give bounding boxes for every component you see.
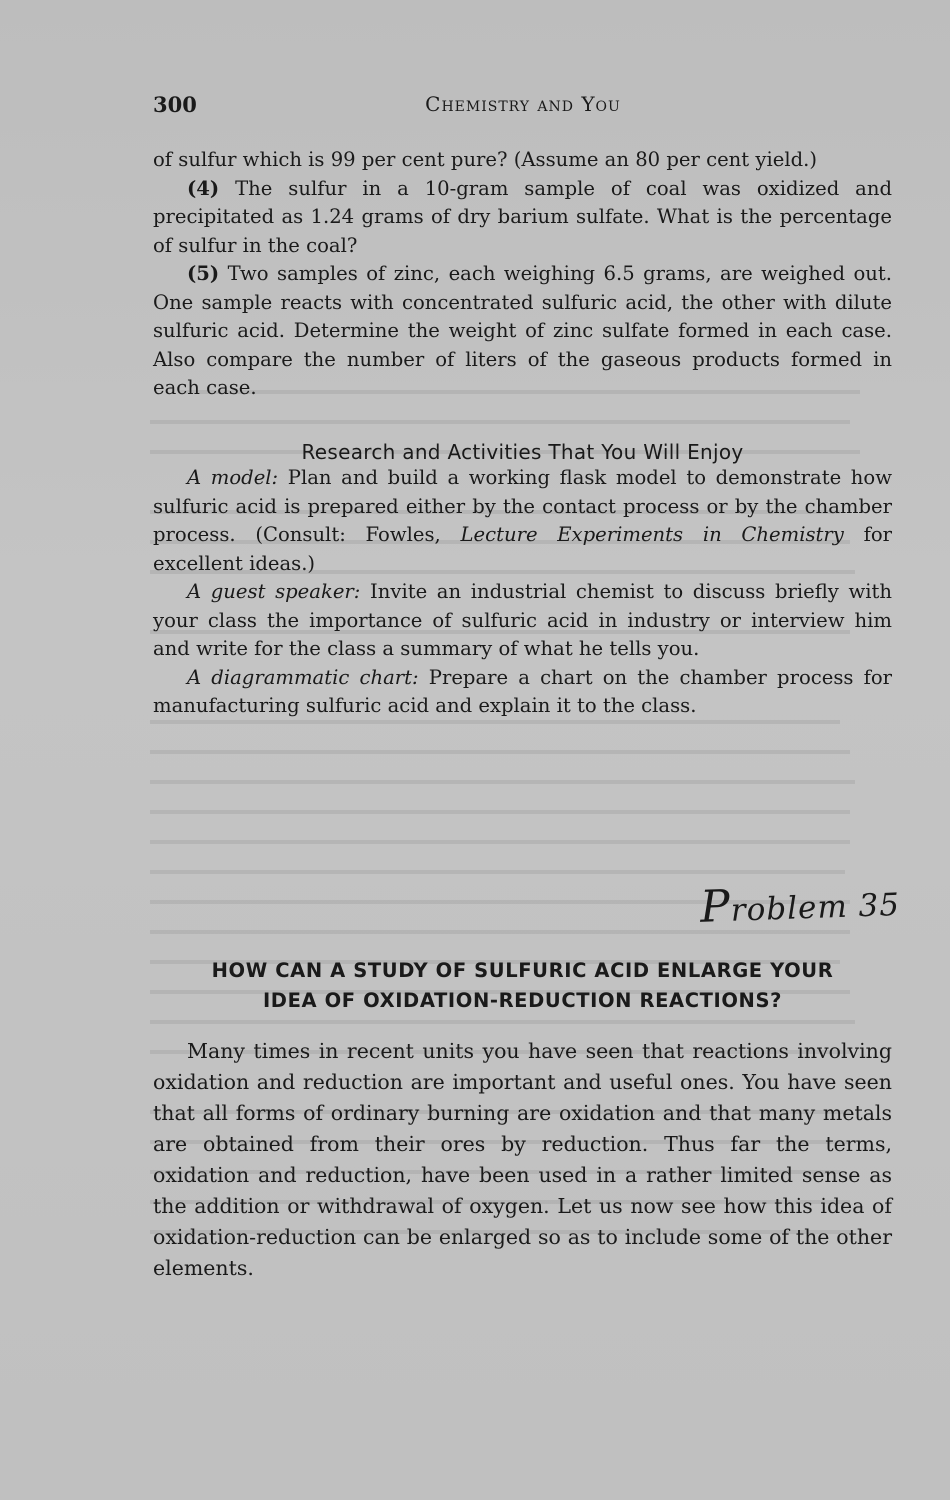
problems-continued — [153, 146, 892, 403]
problem-35-title — [153, 956, 892, 1016]
problem-4-number: (4) — [187, 176, 220, 200]
problem-35-paragraph: Many times in recent units you have seen that reactions involving oxidation and reduction are important and useful ones. You have seen that all forms of ordinary burning are oxidation and that many metals are obtained from their ores by reduction. Thus far the terms, oxidation and reduction, have been used in a rather limited sense as the addition or withdrawal of oxygen. Let us now see how this idea of oxidation-reduction can be enlarged so as to include some of the other elements. — [153, 1039, 892, 1280]
problem-5 — [153, 260, 892, 403]
running-title: Chemistry and You — [425, 92, 621, 116]
problem-5-text: Two samples of zinc, each weighing 6.5 grams, are weighed out. One sample reacts with concentrated sulfuric acid, the other with dilute sulfuric acid. Determine the weight of zinc sulfate formed in each case. Also compare the number of liters of the gaseous products formed in each case. — [153, 262, 893, 399]
activity-speaker-lead: A guest speaker: — [187, 580, 361, 603]
activity-speaker — [153, 578, 892, 664]
problem-35-label — [699, 874, 921, 933]
problem-4-text: The sulfur in a 10-gram sample of coal was oxidized and precipitated as 1.24 grams of dry barium sulfate. What is the percentage of sulfur in the coal? — [153, 176, 893, 257]
problem-3-end: of sulfur which is 99 per cent pure? (Assume an 80 per cent yield.) — [153, 148, 818, 171]
activity-model-lead: A model: — [187, 466, 279, 489]
activity-chart-text: Prepare a chart on the chamber process for manufacturing sulfuric acid and explain it to the class. — [153, 665, 892, 717]
problem-label-initial: P — [699, 880, 732, 933]
problem-35-body — [153, 1036, 892, 1284]
research-heading: Research and Activities That You Will Enjoy — [301, 439, 744, 464]
page-header — [153, 92, 893, 122]
activity-chart — [153, 664, 892, 721]
problem-label-rest: roblem 35 — [730, 886, 901, 929]
activity-model-text: Plan and build a working flask model to demonstrate how sulfuric acid is prepared either by the contact process or by the chamber process. (Consult: Fowles, — [153, 466, 892, 546]
activity-speaker-text: Invite an industrial chemist to discuss briefly with your class the importance of sulfuric acid in industry or interview him and write for the class a summary of what he tells you. — [153, 580, 893, 660]
page-number: 300 — [153, 92, 197, 117]
activity-chart-lead: A diagrammatic chart: — [187, 665, 419, 689]
activity-model-tail: for excellent ideas.) — [153, 523, 893, 575]
problem-4 — [153, 175, 892, 261]
problem-5-number: (5) — [187, 262, 220, 285]
activity-model — [153, 464, 892, 578]
problem-title-line-2: IDEA OF OXIDATION-REDUCTION REACTIONS? — [262, 989, 783, 1012]
problem-title-line-1: HOW CAN A STUDY OF SULFURIC ACID ENLARGE YOUR — [211, 959, 834, 982]
activity-model-book: Lecture Experiments in Chemistry — [460, 523, 844, 546]
research-activities — [153, 464, 892, 721]
